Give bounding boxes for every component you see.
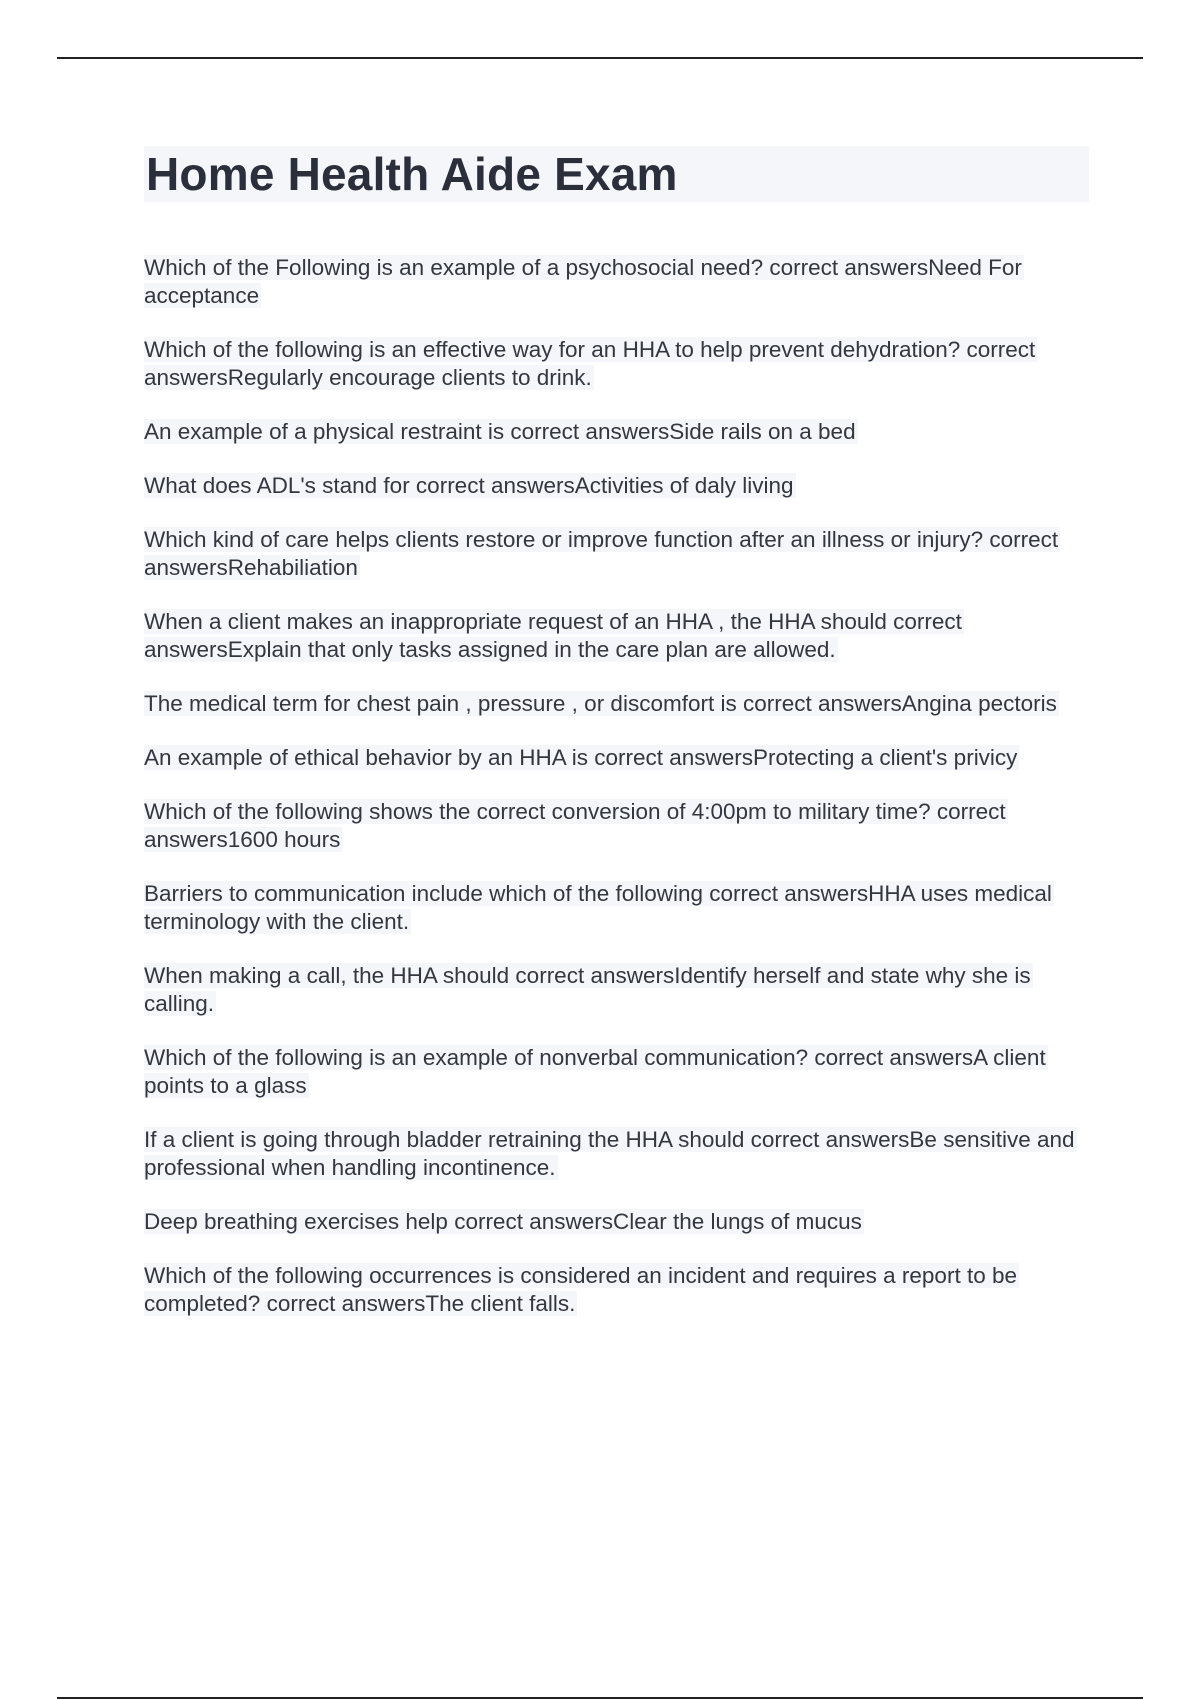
- qa-item: [144, 526, 1089, 582]
- qa-item: [144, 1126, 1089, 1182]
- page-title: Home Health Aide Exam: [146, 148, 678, 200]
- qa-item: [144, 418, 1089, 446]
- title-box: [144, 146, 1089, 202]
- qa-item: [144, 962, 1089, 1018]
- qa-text: Which of the following is an example of nonverbal communication? correct answersA client points to a glass: [144, 1045, 1046, 1098]
- qa-text: When making a call, the HHA should correct answersIdentify herself and state why she is calling.: [144, 963, 1031, 1016]
- qa-item: [144, 608, 1089, 664]
- document-body: [144, 146, 1089, 1344]
- qa-item: [144, 880, 1089, 936]
- qa-text: An example of ethical behavior by an HHA is correct answersProtecting a client's privicy: [144, 745, 1018, 770]
- qa-text: The medical term for chest pain , pressure , or discomfort is correct answersAngina pectoris: [144, 691, 1057, 716]
- qa-item: [144, 1044, 1089, 1100]
- qa-text: Deep breathing exercises help correct answersClear the lungs of mucus: [144, 1209, 862, 1234]
- bottom-rule: [57, 1697, 1143, 1699]
- qa-list: [144, 254, 1089, 1318]
- qa-text: Which kind of care helps clients restore or improve function after an illness or injury? correct answersRehabiliation: [144, 527, 1059, 580]
- qa-item: [144, 1262, 1089, 1318]
- qa-item: [144, 254, 1089, 310]
- qa-text: Which of the Following is an example of a psychosocial need? correct answersNeed For acceptance: [144, 255, 1022, 308]
- qa-text: Which of the following is an effective way for an HHA to help prevent dehydration? correct answersRegularly encourage clients to drink.: [144, 337, 1036, 390]
- qa-text: When a client makes an inappropriate request of an HHA , the HHA should correct answersExplain that only tasks assigned in the care plan are allowed.: [144, 609, 962, 662]
- qa-item: [144, 744, 1089, 772]
- qa-item: [144, 336, 1089, 392]
- qa-text: If a client is going through bladder retraining the HHA should correct answersBe sensitive and professional when handling incontinence.: [144, 1127, 1075, 1180]
- qa-item: [144, 472, 1089, 500]
- qa-text: Barriers to communication include which of the following correct answersHHA uses medical terminology with the client.: [144, 881, 1052, 934]
- qa-text: Which of the following occurrences is considered an incident and requires a report to be completed? correct answersThe client falls.: [144, 1263, 1017, 1316]
- qa-text: An example of a physical restraint is correct answersSide rails on a bed: [144, 419, 856, 444]
- qa-text: What does ADL's stand for correct answersActivities of daly living: [144, 473, 794, 498]
- top-rule: [57, 57, 1143, 59]
- qa-text: Which of the following shows the correct conversion of 4:00pm to military time? correct answers1600 hours: [144, 799, 1006, 852]
- qa-item: [144, 690, 1089, 718]
- qa-item: [144, 1208, 1089, 1236]
- qa-item: [144, 798, 1089, 854]
